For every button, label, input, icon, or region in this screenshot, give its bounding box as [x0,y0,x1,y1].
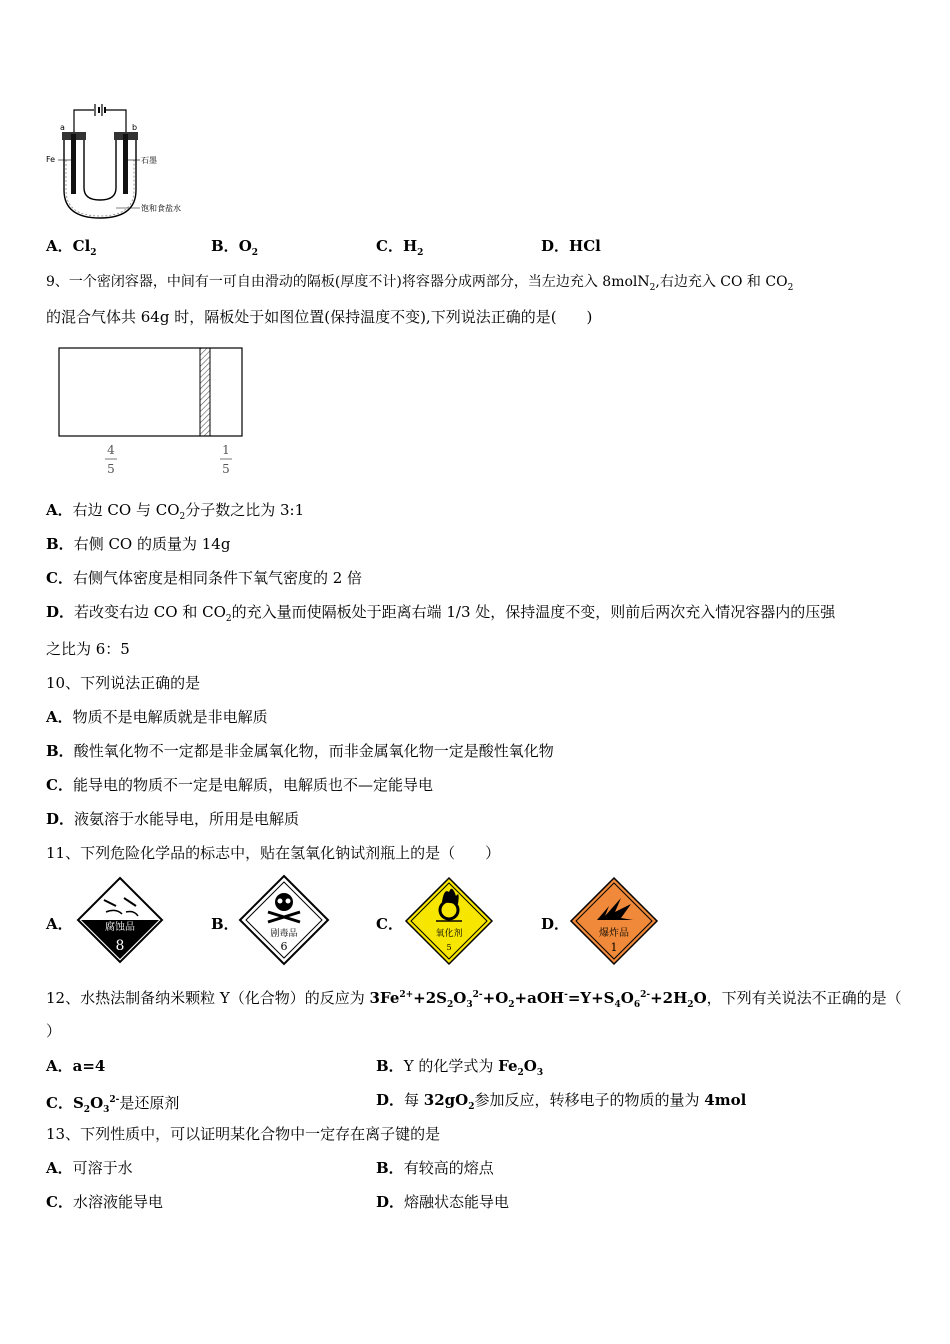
fraction-right-num: 1 [222,443,230,457]
q13-option-c: C．水溶液能导电 [46,1193,163,1211]
q9-option-d: D．若改变右边 CO 和 $CO_2$的充入量而使隔板处于距离右端 1/3 处，保持温度不变，则前后两次充入情况容器内的压强 [46,603,836,624]
label-b: b [132,123,138,132]
q9-stem-line2: 的混合气体共 64g 时，隔板处于如图位置(保持温度不变),下列说法正确的是( ) [46,308,593,326]
hazard-toxic-sign [238,874,330,966]
svg-text:5: 5 [446,943,452,952]
q9-option-b: B．右侧 CO 的质量为 14g [46,535,231,553]
q12-option-b: B．Y 的化学式为 $Fe_2O_3$ [376,1057,544,1078]
svg-text:1: 1 [610,941,618,954]
q11-option-b-key: B． [211,915,239,933]
q9-option-c: C．右侧气体密度是相同条件下氧气密度的 2 倍 [46,569,363,587]
q13-option-d: D．熔融状态能导电 [376,1193,510,1211]
svg-text:爆炸品: 爆炸品 [599,928,629,939]
q11-option-c-key: C． [376,915,403,933]
svg-text:6: 6 [280,940,288,953]
q10-option-d: D．液氨溶于水能导电，所用是电解质 [46,810,300,828]
svg-text:氧化剂: 氧化剂 [435,929,463,939]
q13-stem: 13、下列性质中，可以证明某化合物中一定存在离子键的是 [46,1125,441,1143]
electrolysis-u-tube-figure [44,100,194,225]
q12-equation: $3Fe^{2+}+2S_2O_3^{2-}+O_2+aOH^-=Y+S_4O_6^{2-}+2H_2O$ [369,989,707,1010]
container-partition-figure [56,346,248,482]
hazard-explosive-sign [569,876,659,966]
q13-option-a: A．可溶于水 [46,1159,133,1177]
q9-option-a: A．右边 CO 与 $CO_2$分子数之比为 3:1 [46,501,305,522]
label-fe: Fe [46,155,56,164]
q10-stem: 10、下列说法正确的是 [46,674,201,692]
label-a: a [60,123,65,132]
hazard-oxidizer-sign [404,876,494,966]
q10-option-a: A．物质不是电解质就是非电解质 [46,708,268,726]
q12-option-d: D．每 $32gO_2$参加反应，转移电子的物质的量为 4mol [376,1091,747,1112]
svg-text:8: 8 [115,938,125,954]
q11-option-d-key: D． [541,915,570,933]
fraction-left-den: 5 [107,462,115,476]
q8-option-a: A．$Cl_2$ [46,237,97,258]
label-graphite: 石墨 [141,156,157,165]
q11-stem: 11、下列危险化学品的标志中，贴在氢氧化钠试剂瓶上的是（ ） [46,844,501,862]
q8-option-b: B．$O_2$ [211,237,259,258]
hazard-corrosive-sign [76,876,164,964]
q8-option-c: C．$H_2$ [376,237,424,258]
q9-stem-line1: 9、一个密闭容器，中间有一可自由滑动的隔板(厚度不计)将容器分成两部分，当左边充入 8molN$_2$,右边充入 CO 和 $CO_2$ [46,274,794,293]
q12-stem-line2: ） [46,1022,62,1040]
q12-stem-line1: 12、水热法制备纳米颗粒 Y（化合物）的反应为 $3Fe^{2+}+2S_2O_3^{2-}+O_2+aOH^-=Y+S_4O_6^{2-}+2H_2O$，下列有关说法不正确的是（ [46,989,902,1010]
label-brine: 饱和食盐水 [141,204,181,213]
q10-option-b: B．酸性氧化物不一定都是非金属氧化物，而非金属氧化物一定是酸性氧化物 [46,742,554,760]
q9-option-d-cont: 之比为 6：5 [46,640,130,658]
fraction-right-den: 5 [222,462,230,476]
q11-option-a-key: A． [46,915,73,933]
svg-text:剧毒品: 剧毒品 [270,929,298,939]
q12-option-a: A．a=4 [46,1057,106,1075]
q12-option-c: C．$S_2O_3^{2-}$是还原剂 [46,1094,180,1115]
q10-option-c: C．能导电的物质不一定是电解质，电解质也不—定能导电 [46,776,433,794]
fraction-left-num: 4 [107,443,115,457]
q8-option-d: D．HCl [541,237,601,255]
q13-option-b: B．有较高的熔点 [376,1159,494,1177]
svg-text:腐蚀品: 腐蚀品 [105,922,135,933]
